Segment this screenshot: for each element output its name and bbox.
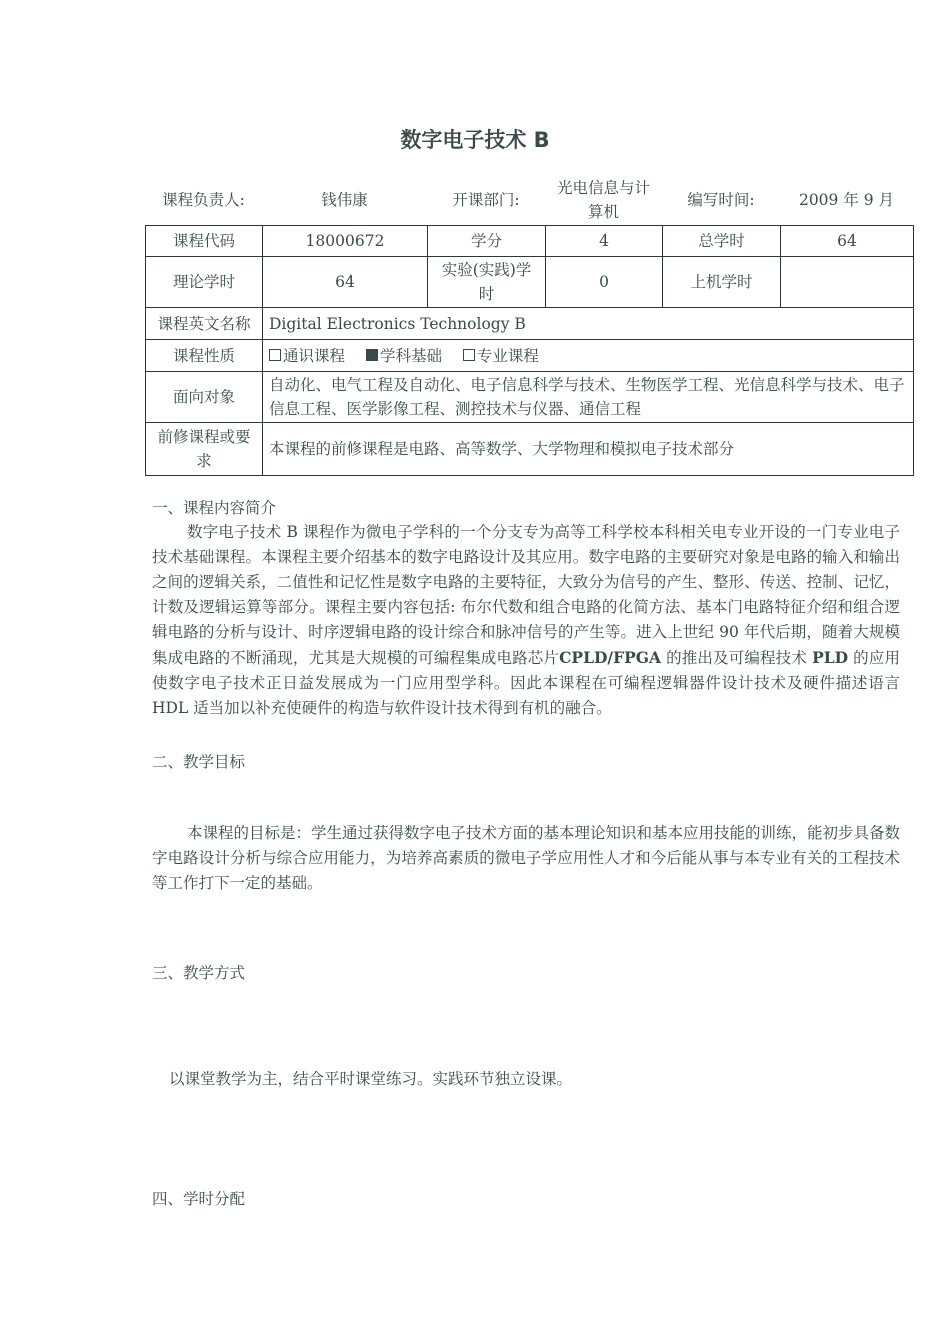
theory-hours-value: 64 bbox=[263, 257, 428, 308]
intro-bold-pld: PLD bbox=[812, 648, 849, 667]
prereq-value: 本课程的前修课程是电路、高等数学、大学物理和模拟电子技术部分 bbox=[263, 423, 914, 476]
checkbox-discipline-icon[interactable] bbox=[366, 349, 378, 361]
course-code-label: 课程代码 bbox=[146, 226, 263, 257]
prereq-label: 前修课程或要求 bbox=[146, 423, 263, 476]
intro-text-part3: 的应用使数字电子技术正日益发展成为一门应用型学科。因此本课程在可编程逻辑器件设计技术及硬件描述语言 HDL 适当加以补充使硬件的构造与软件设计技术得到有机的融合。 bbox=[152, 649, 900, 717]
dept-label: 开课部门: bbox=[452, 191, 520, 209]
table-row bbox=[146, 423, 914, 476]
section-heading-goals: 二、教学目标 bbox=[152, 753, 246, 771]
computer-hours-value bbox=[781, 257, 914, 308]
computer-hours-label: 上机学时 bbox=[663, 257, 781, 308]
method-paragraph: 以课堂教学为主，结合平时课堂练习。实践环节独立设课。 bbox=[169, 1070, 573, 1088]
table-row bbox=[146, 226, 914, 257]
audience-value: 自动化、电气工程及自动化、电子信息科学与技术、生物医学工程、光信息科学与技术、电子信息工程、医学影像工程、测控技术与仪器、通信工程 bbox=[263, 372, 914, 423]
course-info-row bbox=[145, 175, 913, 225]
table-row bbox=[146, 308, 914, 340]
intro-text-part2: 的推出及可编程技术 bbox=[661, 649, 813, 667]
english-name-label: 课程英文名称 bbox=[146, 308, 263, 340]
document-title: 数字电子技术 B bbox=[400, 128, 550, 152]
course-info-table bbox=[145, 225, 914, 476]
theory-hours-label: 理论学时 bbox=[146, 257, 263, 308]
checkbox-general-label: 通识课程 bbox=[283, 346, 346, 365]
goals-paragraph: 本课程的目标是：学生通过获得数字电子技术方面的基本理论知识和基本应用技能的训练，能初步具备数字电路设计分析与综合应用能力，为培养高素质的微电子学应用性人才和今后能从事与本专业有关的工程技术等工作打下一定的基础。 bbox=[152, 824, 901, 892]
audience-label: 面向对象 bbox=[146, 372, 263, 423]
table-row bbox=[146, 340, 914, 372]
total-hours-label: 总学时 bbox=[663, 226, 781, 257]
section-heading-method: 三、教学方式 bbox=[152, 964, 246, 982]
checkbox-general-icon[interactable] bbox=[269, 349, 281, 361]
credit-value: 4 bbox=[546, 226, 663, 257]
owner-value: 钱伟康 bbox=[321, 191, 368, 209]
credit-label: 学分 bbox=[428, 226, 546, 257]
course-nature-label: 课程性质 bbox=[146, 340, 263, 372]
course-code-value: 18000672 bbox=[263, 226, 428, 257]
lab-hours-value: 0 bbox=[546, 257, 663, 308]
course-nature-options bbox=[263, 340, 914, 372]
section-heading-intro: 一、课程内容简介 bbox=[152, 499, 277, 517]
dept-value: 光电信息与计算机 bbox=[557, 179, 651, 221]
intro-text-part1: 数字电子技术 B 课程作为微电子学科的一个分支专为高等工科学校本科相关电专业开设的一门专业电子技术基础课程。本课程主要介绍基本的数字电路设计及其应用。数字电路的主要研究对象是电路的输入和输出之间的逻辑关系，二值性和记忆性是数字电路的主要特征，大致分为信号的产生、整形、传送、控制、记忆，计数及逻辑运算等部分。课程主要内容包括: 布尔代数和组合电路的化简方法、基本门电路特征介绍和组合逻辑电路的分析与设计、时序逻辑电路的设计综合和脉冲信号的产生等。进入上世纪 90 年代后期，随着大规模集成电路的不断涌现，尤其是大规模的可编程集成电路芯片 bbox=[152, 523, 900, 667]
intro-paragraph bbox=[152, 520, 900, 721]
checkbox-major-label: 专业课程 bbox=[476, 346, 539, 365]
checkbox-major-icon[interactable] bbox=[463, 349, 475, 361]
table-row bbox=[146, 257, 914, 308]
total-hours-value: 64 bbox=[781, 226, 914, 257]
english-name-value: Digital Electronics Technology B bbox=[263, 308, 914, 340]
intro-bold-cpld: CPLD/FPGA bbox=[559, 648, 661, 667]
lab-hours-label: 实验(实践)学时 bbox=[428, 257, 546, 308]
owner-label: 课程负责人: bbox=[162, 191, 245, 209]
date-label: 编写时间: bbox=[687, 191, 755, 209]
date-value: 2009 年 9 月 bbox=[798, 191, 895, 209]
table-row bbox=[146, 372, 914, 423]
section-heading-hours: 四、学时分配 bbox=[152, 1190, 246, 1208]
checkbox-discipline-label: 学科基础 bbox=[379, 346, 442, 365]
